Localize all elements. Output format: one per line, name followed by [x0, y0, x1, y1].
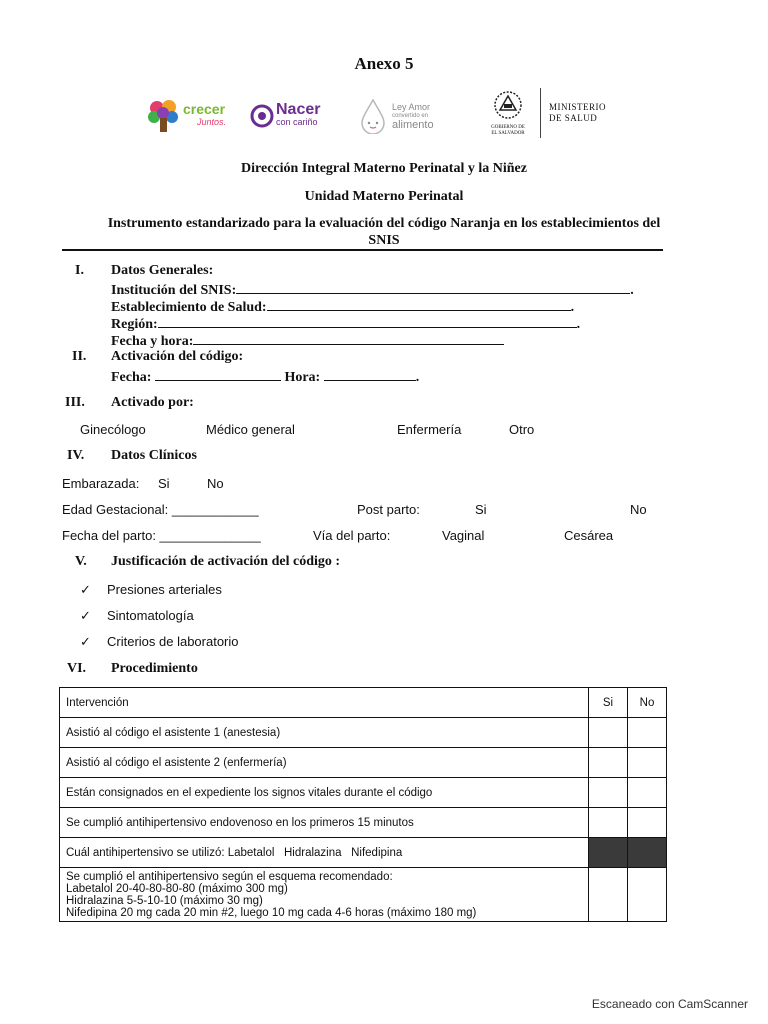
- section-4-number: IV.: [67, 448, 85, 463]
- date-time-line[interactable]: [193, 331, 504, 345]
- option-otro[interactable]: Otro: [509, 422, 535, 437]
- activation-date-time-field[interactable]: [111, 367, 419, 386]
- row-si-cell[interactable]: [589, 748, 628, 778]
- option-enfermeria[interactable]: Enfermería: [397, 422, 462, 437]
- table-row: [60, 808, 667, 838]
- row-no-cell[interactable]: [628, 718, 667, 748]
- section-2-title: Activación del código:: [111, 349, 244, 364]
- ley-amor-logo: [360, 95, 434, 137]
- ley-logo-line3: alimento: [392, 118, 434, 131]
- check-icon: ✓: [80, 582, 91, 597]
- gobierno-text-line1: GOBIERNO DE: [491, 124, 525, 130]
- check-icon: ✓: [80, 608, 91, 623]
- table-row-scheme: [60, 868, 667, 922]
- title-underline: [62, 249, 663, 251]
- health-facility-line[interactable]: [267, 297, 571, 311]
- section-3-title: Activado por:: [111, 395, 194, 410]
- section-4-title: Datos Clínicos: [111, 448, 197, 463]
- activation-time-dot: .: [415, 370, 420, 385]
- row-text: Asistió al código el asistente 2 (enfermería): [60, 748, 589, 778]
- region-line[interactable]: [158, 314, 577, 328]
- nacer-logo-subtext: con cariño: [276, 117, 318, 127]
- row-si-cell[interactable]: [589, 778, 628, 808]
- section-6-title: Procedimiento: [111, 661, 198, 676]
- section-3-number: III.: [65, 395, 85, 410]
- gestational-age-field[interactable]: Edad Gestacional: ____________: [62, 502, 259, 517]
- snis-institution-line[interactable]: [236, 280, 630, 294]
- region-dot: .: [576, 317, 581, 332]
- scanner-watermark: Escaneado con CamScanner: [591, 997, 748, 1011]
- vaginal-option[interactable]: Vaginal: [442, 528, 485, 543]
- scheme-line-3: Hidralazina 5-5-10-10 (máximo 30 mg): [66, 894, 263, 907]
- table-row: [60, 718, 667, 748]
- row-no-cell-shaded: [628, 838, 667, 868]
- header-si: Si: [589, 688, 628, 718]
- activation-date-label: Fecha:: [111, 370, 152, 385]
- pregnant-no-option[interactable]: No: [207, 476, 224, 491]
- check-icon: ✓: [80, 634, 91, 649]
- justification-item-laboratorio[interactable]: Criterios de laboratorio: [107, 634, 239, 649]
- justification-item-sintomatologia[interactable]: Sintomatología: [107, 608, 194, 623]
- scheme-line-1: Se cumplió el antihipertensivo según el esquema recomendado:: [66, 870, 393, 883]
- postpartum-yes-option[interactable]: Si: [475, 502, 487, 517]
- date-time-label: Fecha y hora:: [111, 334, 194, 349]
- activation-time-label: Hora:: [284, 370, 321, 385]
- date-time-field[interactable]: [111, 331, 504, 350]
- ley-logo-line2: convertido en: [392, 112, 429, 119]
- row-text: Se cumplió antihipertensivo endovenoso en los primeros 15 minutos: [60, 808, 589, 838]
- row-si-cell[interactable]: [589, 868, 628, 922]
- row-si-cell[interactable]: [589, 808, 628, 838]
- scheme-line-4: Nifedipina 20 mg cada 20 min #2, luego 10 mg cada 4-6 horas (máximo 180 mg): [66, 906, 477, 919]
- row-text[interactable]: Cuál antihipertensivo se utilizó: Labetalol Hidralazina Nifedipina: [60, 838, 589, 868]
- region-label: Región:: [111, 317, 158, 332]
- gobierno-el-salvador-logo: [484, 88, 606, 138]
- section-6-number: VI.: [67, 661, 87, 676]
- directorate-title: Dirección Integral Materno Perinatal y la Niñez: [241, 161, 527, 176]
- crecer-juntos-logo: [147, 95, 226, 137]
- table-header-row: [60, 688, 667, 718]
- row-no-cell[interactable]: [628, 808, 667, 838]
- nacer-con-carino-logo: [250, 95, 320, 137]
- baby-face-icon: [250, 104, 274, 128]
- section-1-title: Datos Generales:: [111, 263, 214, 278]
- section-5-number: V.: [75, 554, 87, 569]
- milk-drop-icon: [360, 98, 386, 134]
- ley-logo-line1: Ley Amor: [392, 101, 431, 112]
- activation-time-line[interactable]: [324, 367, 416, 381]
- gobierno-text-line2: EL SALVADOR: [491, 130, 525, 136]
- postpartum-no-option[interactable]: No: [630, 502, 647, 517]
- header-no: No: [628, 688, 667, 718]
- row-si-cell-shaded: [589, 838, 628, 868]
- instrument-title-line2: SNIS: [368, 233, 400, 248]
- pregnant-label: Embarazada:: [62, 476, 140, 491]
- row-text: Están consignados en el expediente los signos vitales durante el código: [60, 778, 589, 808]
- scheme-line-2: Labetalol 20-40-80-80-80 (máximo 300 mg): [66, 882, 288, 895]
- table-row: [60, 748, 667, 778]
- ministerio-text-line2: DE SALUD: [549, 113, 598, 123]
- justification-item-presiones[interactable]: Presiones arteriales: [107, 582, 222, 597]
- pregnant-yes-option[interactable]: Si: [158, 476, 170, 491]
- delivery-route-label: Vía del parto:: [313, 528, 391, 543]
- row-text: Asistió al código el asistente 1 (anestesia): [60, 718, 589, 748]
- instrument-title-line1: Instrumento estandarizado para la evaluación del código Naranja en los establecimientos del: [107, 216, 661, 231]
- row-no-cell[interactable]: [628, 748, 667, 778]
- row-si-cell[interactable]: [589, 718, 628, 748]
- ministerio-text-line1: MINISTERIO: [549, 102, 606, 112]
- scheme-text: [60, 868, 589, 922]
- cesarea-option[interactable]: Cesárea: [564, 528, 614, 543]
- activation-date-line[interactable]: [155, 367, 281, 381]
- crecer-logo-subtext: Juntos.: [197, 117, 227, 127]
- nacer-logo-text: Nacer: [276, 101, 321, 118]
- delivery-date-field[interactable]: Fecha del parto: ______________: [62, 528, 261, 543]
- table-row: [60, 778, 667, 808]
- row-no-cell[interactable]: [628, 778, 667, 808]
- section-5-title: Justificación de activación del código :: [111, 554, 341, 569]
- section-1-number: I.: [75, 263, 84, 278]
- row-no-cell[interactable]: [628, 868, 667, 922]
- health-facility-dot: .: [570, 300, 575, 315]
- section-2-number: II.: [72, 349, 87, 364]
- coat-of-arms-icon: [493, 90, 523, 120]
- option-medico-general[interactable]: Médico general: [206, 422, 295, 437]
- snis-institution-label: Institución del SNIS:: [111, 283, 237, 298]
- unit-title: Unidad Materno Perinatal: [304, 189, 464, 204]
- snis-institution-dot: .: [630, 283, 634, 298]
- health-facility-label: Establecimiento de Salud:: [111, 300, 267, 315]
- crecer-logo-text: crecer: [183, 101, 226, 117]
- option-ginecologo[interactable]: Ginecólogo: [80, 422, 146, 437]
- table-row: [60, 838, 667, 868]
- postpartum-label: Post parto:: [357, 502, 420, 517]
- annex-title: Anexo 5: [354, 54, 414, 73]
- header-intervention: Intervención: [60, 688, 589, 718]
- procedure-table: [59, 687, 667, 922]
- tree-icon: [147, 98, 181, 134]
